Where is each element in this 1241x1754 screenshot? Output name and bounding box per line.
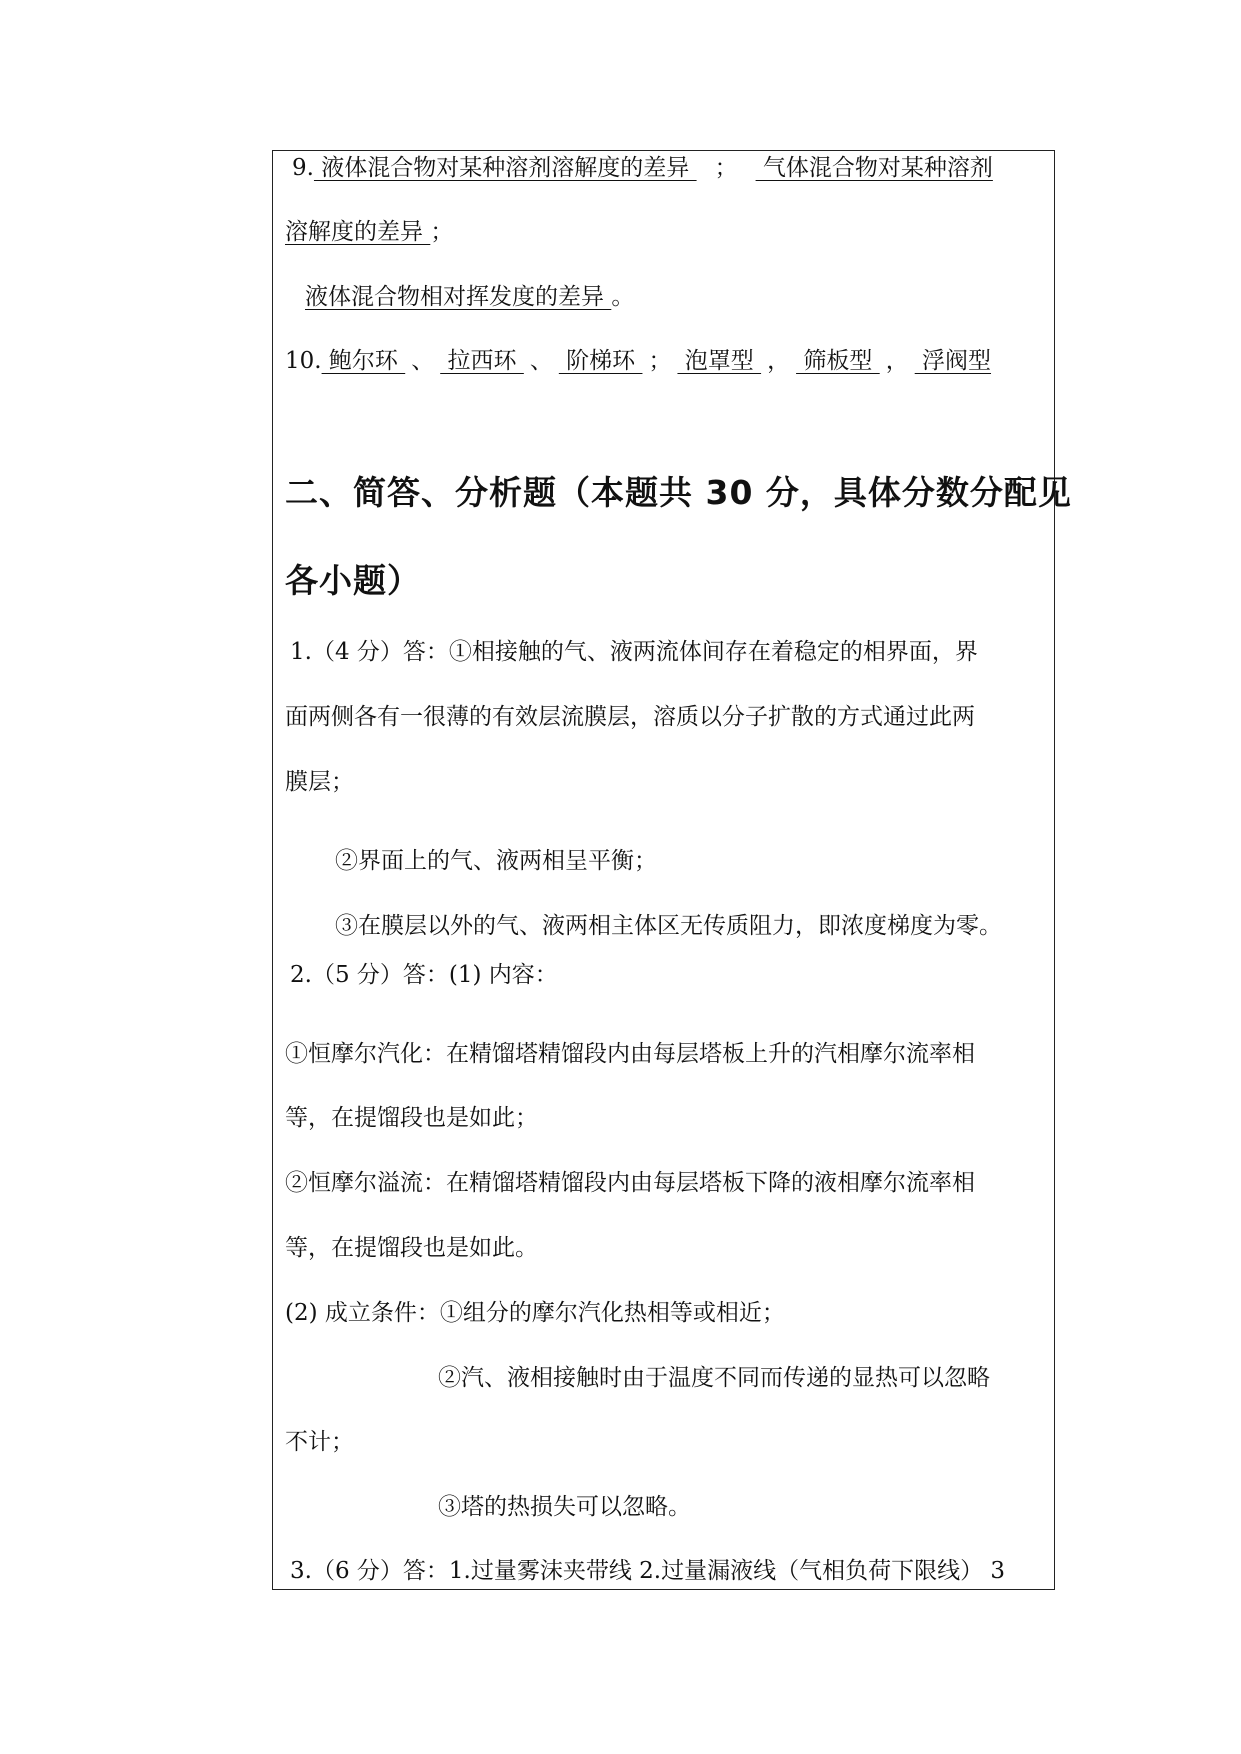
answer-line: ②界面上的气、液两相呈平衡；: [335, 848, 657, 874]
q10-answer-3: 阶梯环: [558, 348, 643, 374]
answer-line: ③塔的热损失可以忽略。: [438, 1494, 691, 1520]
q9-line2: 溶解度的差异 ；: [285, 219, 454, 245]
q10-answer-2: 拉西环: [440, 348, 524, 374]
answer-line: 3.（6 分）答：1.过量雾沫夹带线 2.过量漏液线（气相负荷下限线） 3: [290, 1558, 1006, 1584]
answer-line: 等，在提馏段也是如此；: [285, 1105, 538, 1131]
q10-answer-5: 筛板型: [796, 348, 880, 374]
q10-answer-1: 鲍尔环: [321, 348, 406, 374]
answer-line: 2.（5 分）答：(1) 内容：: [290, 962, 558, 988]
answer-line: ②汽、液相接触时由于温度不同而传递的显热可以忽略: [438, 1365, 990, 1391]
q9-answer-1: 液体混合物对某种溶剂溶解度的差异: [313, 155, 697, 181]
answer-line: 不计；: [285, 1429, 354, 1455]
q10-answer-4: 泡罩型: [677, 348, 762, 374]
section2-heading-line2: 各小题）: [285, 561, 421, 600]
answer-line: (2) 成立条件：①组分的摩尔汽化热相等或相近；: [285, 1300, 785, 1326]
answer-line: ①恒摩尔汽化：在精馏塔精馏段内由每层塔板上升的汽相摩尔流率相: [285, 1041, 975, 1067]
q9-answer-3: 液体混合物相对挥发度的差异: [305, 284, 612, 310]
q9-answer-2-part2: 溶解度的差异: [285, 219, 431, 245]
q10-line: 10. 鲍尔环 、 拉西环 、 阶梯环 ； 泡罩型 ， 筛板型 ， 浮阀型: [285, 348, 992, 374]
q9-answer-2-part1: 气体混合物对某种溶剂: [755, 155, 993, 181]
q9-line3: 液体混合物相对挥发度的差异 。: [305, 284, 635, 310]
answer-line: ③在膜层以外的气、液两相主体区无传质阻力，即浓度梯度为零。: [335, 913, 1002, 939]
answer-line: ②恒摩尔溢流：在精馏塔精馏段内由每层塔板下降的液相摩尔流率相: [285, 1170, 975, 1196]
section2-heading-line1: 二、简答、分析题（本题共 30 分，具体分数分配见: [285, 473, 1072, 512]
answer-line: 膜层；: [285, 769, 354, 795]
q10-number: 10.: [285, 348, 322, 374]
q9-line1: 9. 液体混合物对某种溶剂溶解度的差异 ； 气体混合物对某种溶剂: [292, 155, 993, 181]
answer-line: 面两侧各有一很薄的有效层流膜层，溶质以分子扩散的方式通过此两: [285, 704, 975, 730]
q10-answer-6: 浮阀型: [914, 348, 992, 374]
answer-line: 等，在提馏段也是如此。: [285, 1235, 538, 1261]
answer-line: 1.（4 分）答：①相接触的气、液两流体间存在着稳定的相界面，界: [290, 639, 978, 665]
q9-number: 9.: [292, 155, 314, 181]
